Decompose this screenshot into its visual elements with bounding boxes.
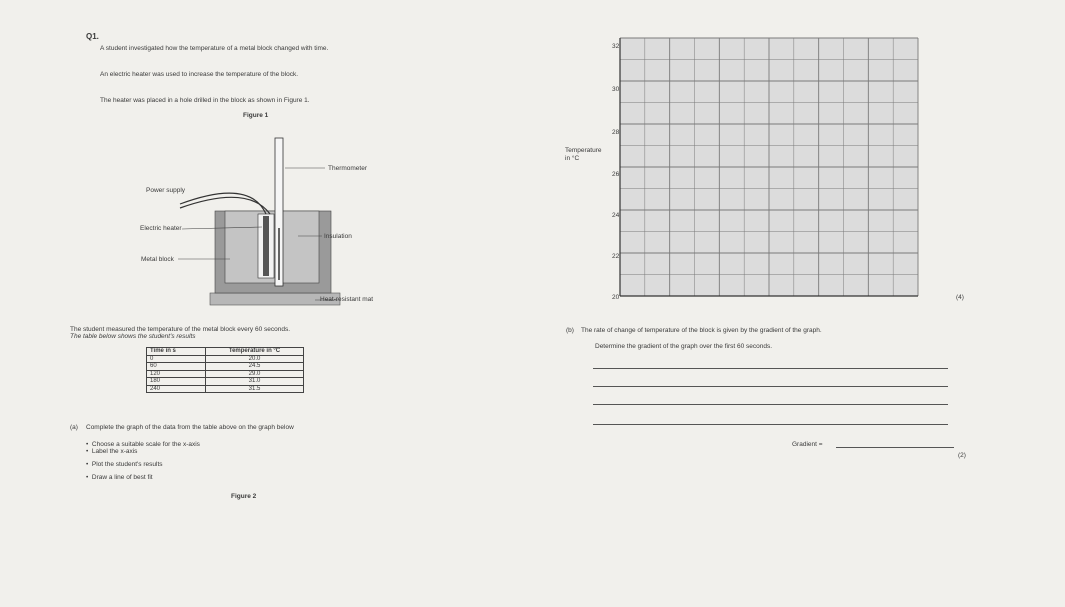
y-tick-label: 20 [612,294,620,301]
gradient-answer-line[interactable] [836,447,954,448]
label-insulation: Insulation [324,233,352,240]
table-cell-temperature: 24.5 [206,363,304,371]
answer-line-4[interactable] [593,424,948,425]
part-a-bullet-3: • Plot the student's results [86,461,163,468]
part-b-instruction: Determine the gradient of the graph over the first 60 seconds. [595,343,773,350]
table-cell-time: 240 [147,385,206,393]
table-header-temperature: Temperature in °C [206,348,304,356]
part-a-bullet-4: • Draw a line of best fit [86,474,153,481]
answer-line-2[interactable] [593,386,948,387]
table-cell-temperature: 31.0 [206,378,304,386]
table-header-time: Time in s [147,348,206,356]
part-a-bullet-1: • Choose a suitable scale for the x-axis [86,441,200,448]
gradient-label: Gradient = [792,441,823,448]
table-cell-temperature: 29.0 [206,370,304,378]
table-cell-time: 120 [147,370,206,378]
part-a-marks: (4) [956,294,964,301]
table-cell-temperature: 20.0 [206,355,304,363]
table-intro: The table below shows the student's results [70,333,196,340]
part-a-text: Complete the graph of the data from the table above on the graph below [86,424,294,431]
table-row [147,385,304,393]
bullet-text: Label the x-axis [91,448,138,455]
label-metal-block: Metal block [141,256,174,263]
figure-2-title: Figure 2 [231,493,257,500]
y-tick-label: 26 [612,171,620,178]
table-cell-temperature: 31.5 [206,385,304,393]
answer-line-3[interactable] [593,404,948,405]
table-cell-time: 0 [147,355,206,363]
table-cell-time: 180 [147,378,206,386]
y-tick-label: 32 [612,43,620,50]
y-axis-label-line-2: in °C [565,155,580,162]
y-tick-label: 30 [612,86,620,93]
results-table [146,347,304,393]
part-a-bullet-2: • Label the x-axis [86,448,138,455]
bullet-text: Plot the student's results [91,461,163,468]
bullet-text: Draw a line of best fit [91,474,153,481]
part-b-label: (b) [566,327,574,334]
table-row [147,355,304,363]
table-cell-time: 60 [147,363,206,371]
y-tick-label: 28 [612,129,620,136]
heater-rod [263,216,269,276]
part-a-label: (a) [70,424,78,431]
intro-line-3: The heater was placed in a hole drilled in the block as shown in Figure 1. [100,97,310,104]
table-row [147,378,304,386]
graph-grid [620,38,918,296]
y-tick-label: 22 [612,253,620,260]
part-b-marks: (2) [958,452,966,459]
label-thermometer: Thermometer [328,165,368,172]
table-header-row [147,348,304,356]
answer-line-1[interactable] [593,368,948,369]
temperature-graph [580,10,950,310]
y-tick-label: 24 [612,212,620,219]
figure-1-title: Figure 1 [243,112,269,119]
question-number: Q1. [86,32,99,41]
label-heat-resistant-mat: Heat-resistant mat [320,296,374,303]
figure-1-diagram [120,118,390,318]
intro-line-1: A student investigated how the temperature of a metal block changed with time. [100,45,329,52]
y-axis-label-line-1: Temperature [565,147,602,154]
part-b-text: The rate of change of temperature of the block is given by the gradient of the graph. [581,327,822,334]
measure-text: The student measured the temperature of the metal block every 60 seconds. [70,326,291,333]
bullet-text: Choose a suitable scale for the x-axis [91,441,200,448]
intro-line-2: An electric heater was used to increase the temperature of the block. [100,71,298,78]
table-row [147,370,304,378]
label-electric-heater: Electric heater [140,225,182,232]
label-power-supply: Power supply [146,187,186,194]
table-row [147,363,304,371]
